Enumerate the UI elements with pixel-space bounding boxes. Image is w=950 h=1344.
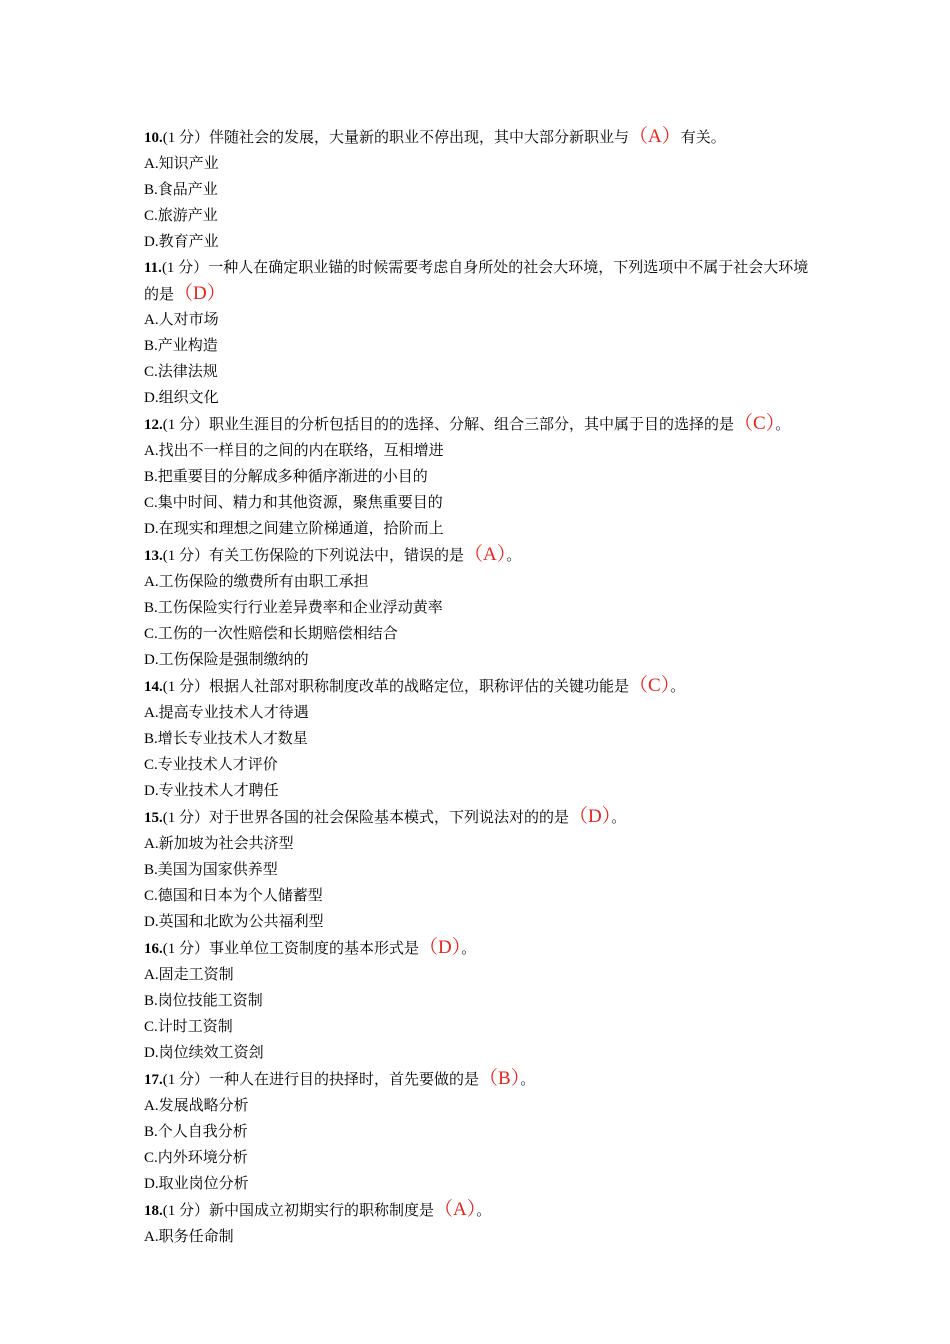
question-score: (1 分） (162, 417, 209, 433)
option-text: 计时工资制 (157, 1017, 233, 1035)
option-letter: D. (144, 234, 159, 250)
option-letter: C. (144, 364, 158, 380)
option-b (144, 333, 814, 359)
option-text: 取业岗位分析 (158, 1174, 249, 1192)
option-d (144, 516, 814, 542)
question-10 (144, 124, 814, 255)
option-letter: D. (144, 652, 159, 668)
option-letter: C. (144, 757, 158, 773)
question-14 (144, 673, 814, 804)
question-stem (144, 1066, 814, 1093)
option-d (144, 385, 814, 411)
question-number: 17. (144, 1072, 163, 1088)
option-text: 固走工资制 (158, 965, 234, 983)
question-text: 有关工伤保险的下列说法中，错误的是 (209, 546, 465, 564)
question-stem (144, 411, 814, 438)
option-letter: C. (144, 208, 158, 224)
option-letter: B. (144, 600, 158, 616)
option-letter: C. (144, 626, 158, 642)
option-letter: B. (144, 182, 158, 198)
option-a (144, 700, 814, 726)
question-stem (144, 804, 814, 831)
option-text: 工伤保险是强制缴纳的 (158, 650, 309, 668)
option-letter: B. (144, 731, 158, 747)
option-text: 美国为国家供养型 (157, 860, 278, 878)
answer-mark: （A） (629, 126, 681, 147)
question-stem (144, 255, 814, 307)
option-letter: D. (144, 1045, 159, 1061)
question-text-after: 。 (670, 677, 686, 695)
option-b (144, 595, 814, 621)
question-16 (144, 935, 814, 1066)
question-text-after: 。 (775, 415, 791, 433)
option-text: 岗位续效工资刽 (158, 1043, 264, 1061)
option-letter: B. (144, 469, 158, 485)
document-page (144, 124, 814, 1250)
question-11 (144, 255, 814, 411)
question-text-after: 。 (461, 939, 477, 957)
option-text: 产业构造 (157, 336, 218, 354)
question-score: (1 分） (161, 260, 209, 276)
question-text: 对于世界各国的社会保险基本模式，下列说法对的的是 (209, 808, 570, 826)
option-c (144, 359, 814, 385)
question-15 (144, 804, 814, 935)
option-b (144, 857, 814, 883)
question-number: 18. (144, 1203, 163, 1219)
option-a (144, 569, 814, 595)
option-c (144, 1145, 814, 1171)
question-13 (144, 542, 814, 673)
option-text: 工伤的一次性赔偿和长期赔偿相结合 (157, 624, 398, 642)
option-letter: A. (144, 967, 159, 983)
option-letter: B. (144, 1124, 158, 1140)
option-letter: B. (144, 338, 158, 354)
option-d (144, 909, 814, 935)
question-number: 15. (144, 810, 163, 826)
question-stem (144, 673, 814, 700)
option-letter: A. (144, 1098, 159, 1114)
answer-mark: （D） (419, 937, 462, 958)
question-number: 12. (144, 417, 163, 433)
question-text: 一种人在进行目的抉择时，首先要做的是 (209, 1070, 480, 1088)
option-letter: D. (144, 390, 159, 406)
option-b (144, 726, 814, 752)
option-text: 把重要目的分解成多种循序渐进的小目的 (157, 467, 428, 485)
answer-mark: （D） (569, 806, 612, 827)
option-a (144, 962, 814, 988)
option-c (144, 883, 814, 909)
option-d (144, 1040, 814, 1066)
option-c (144, 752, 814, 778)
option-text: 旅游产业 (157, 206, 218, 224)
option-text: 专业技术人才评价 (157, 755, 278, 773)
option-letter: C. (144, 1150, 158, 1166)
question-text: 职业生涯目的分析包括目的的选择、分解、组合三部分，其中属于目的选择的是 (209, 415, 735, 433)
question-text: 伴随社会的发展，大量新的职业不停出现，其中大部分新职业与 (209, 128, 630, 146)
question-number: 16. (144, 941, 163, 957)
option-letter: A. (144, 836, 159, 852)
option-d (144, 1171, 814, 1197)
question-text: 一种人在确定职业锚的时候需要考虑自身所处的社会大环境，下列选项中不属于社会大环境的是 (144, 258, 809, 303)
question-stem (144, 1197, 814, 1224)
option-letter: B. (144, 862, 158, 878)
option-d (144, 778, 814, 804)
option-a (144, 438, 814, 464)
option-text: 组织文化 (158, 388, 219, 406)
option-letter: A. (144, 574, 159, 590)
option-a (144, 1093, 814, 1119)
option-c (144, 203, 814, 229)
question-stem (144, 935, 814, 962)
option-b (144, 464, 814, 490)
option-c (144, 1014, 814, 1040)
option-text: 人对市场 (158, 310, 219, 328)
answer-mark: （D） (174, 283, 226, 304)
option-text: 岗位技能工资制 (157, 991, 263, 1009)
option-text: 教育产业 (158, 232, 219, 250)
option-text: 知识产业 (158, 154, 219, 172)
answer-mark: （C） (629, 675, 671, 696)
answer-mark: （A） (464, 544, 507, 565)
option-c (144, 490, 814, 516)
option-letter: C. (144, 1019, 158, 1035)
question-score: (1 分） (162, 548, 209, 564)
option-b (144, 988, 814, 1014)
question-score: (1 分） (162, 130, 209, 146)
option-letter: D. (144, 783, 159, 799)
option-a (144, 151, 814, 177)
question-number: 10. (144, 130, 163, 146)
option-text: 工伤保险的缴费所有由职工承担 (158, 572, 369, 590)
question-score: (1 分） (162, 810, 209, 826)
option-a (144, 1224, 814, 1250)
option-letter: C. (144, 888, 158, 904)
question-stem (144, 542, 814, 569)
question-score: (1 分） (162, 1203, 209, 1219)
option-letter: A. (144, 443, 159, 459)
question-number: 13. (144, 548, 163, 564)
option-text: 专业技术人才聘任 (158, 781, 279, 799)
question-number: 11. (144, 260, 162, 276)
question-score: (1 分） (162, 679, 209, 695)
option-text: 在现实和理想之间建立阶梯通道，拾阶而上 (158, 519, 444, 537)
option-text: 工伤保险实行行业差异费率和企业浮动黄率 (157, 598, 443, 616)
question-text: 事业单位工资制度的基本形式是 (209, 939, 420, 957)
option-letter: A. (144, 312, 159, 328)
option-letter: C. (144, 495, 158, 511)
question-score: (1 分） (162, 941, 209, 957)
question-text-after: 。 (506, 546, 522, 564)
option-text: 食品产业 (157, 180, 218, 198)
question-score: (1 分） (162, 1072, 209, 1088)
option-text: 法律法规 (157, 362, 218, 380)
option-letter: A. (144, 156, 159, 172)
question-number: 14. (144, 679, 163, 695)
option-text: 发展战略分析 (158, 1096, 249, 1114)
option-a (144, 831, 814, 857)
option-letter: A. (144, 705, 159, 721)
option-letter: D. (144, 521, 159, 537)
option-b (144, 1119, 814, 1145)
option-letter: D. (144, 1176, 159, 1192)
option-text: 新加坡为社会共济型 (158, 834, 294, 852)
option-text: 英国和北欧为公共福利型 (158, 912, 324, 930)
option-letter: B. (144, 993, 158, 1009)
question-stem (144, 124, 814, 151)
question-17 (144, 1066, 814, 1197)
answer-mark: （C） (734, 413, 776, 434)
option-text: 增长专业技术人才数星 (157, 729, 308, 747)
option-letter: A. (144, 1229, 159, 1245)
option-d (144, 229, 814, 255)
option-text: 找出不一样目的之间的内在联络，互相增进 (158, 441, 444, 459)
option-text: 德国和日本为个人储蓄型 (157, 886, 323, 904)
option-text: 个人自我分析 (157, 1122, 248, 1140)
option-letter: D. (144, 914, 159, 930)
option-b (144, 177, 814, 203)
option-text: 职务任命制 (158, 1227, 234, 1245)
question-12 (144, 411, 814, 542)
option-d (144, 647, 814, 673)
option-text: 提高专业技术人才待遇 (158, 703, 309, 721)
answer-mark: （B） (479, 1068, 521, 1089)
option-text: 内外环境分析 (157, 1148, 248, 1166)
question-text: 根据人社部对职称制度改革的战略定位，职称评估的关键功能是 (209, 677, 630, 695)
option-c (144, 621, 814, 647)
question-text-after: 。 (611, 808, 627, 826)
question-text-after: 。 (520, 1070, 536, 1088)
option-text: 集中时间、精力和其他资源，聚焦重要目的 (157, 493, 443, 511)
question-text: 新中国成立初期实行的职称制度是 (209, 1201, 435, 1219)
option-a (144, 307, 814, 333)
question-text-after: 。 (476, 1201, 492, 1219)
question-text-after: 有关。 (680, 128, 726, 146)
question-18 (144, 1197, 814, 1250)
answer-mark: （A） (434, 1199, 477, 1220)
